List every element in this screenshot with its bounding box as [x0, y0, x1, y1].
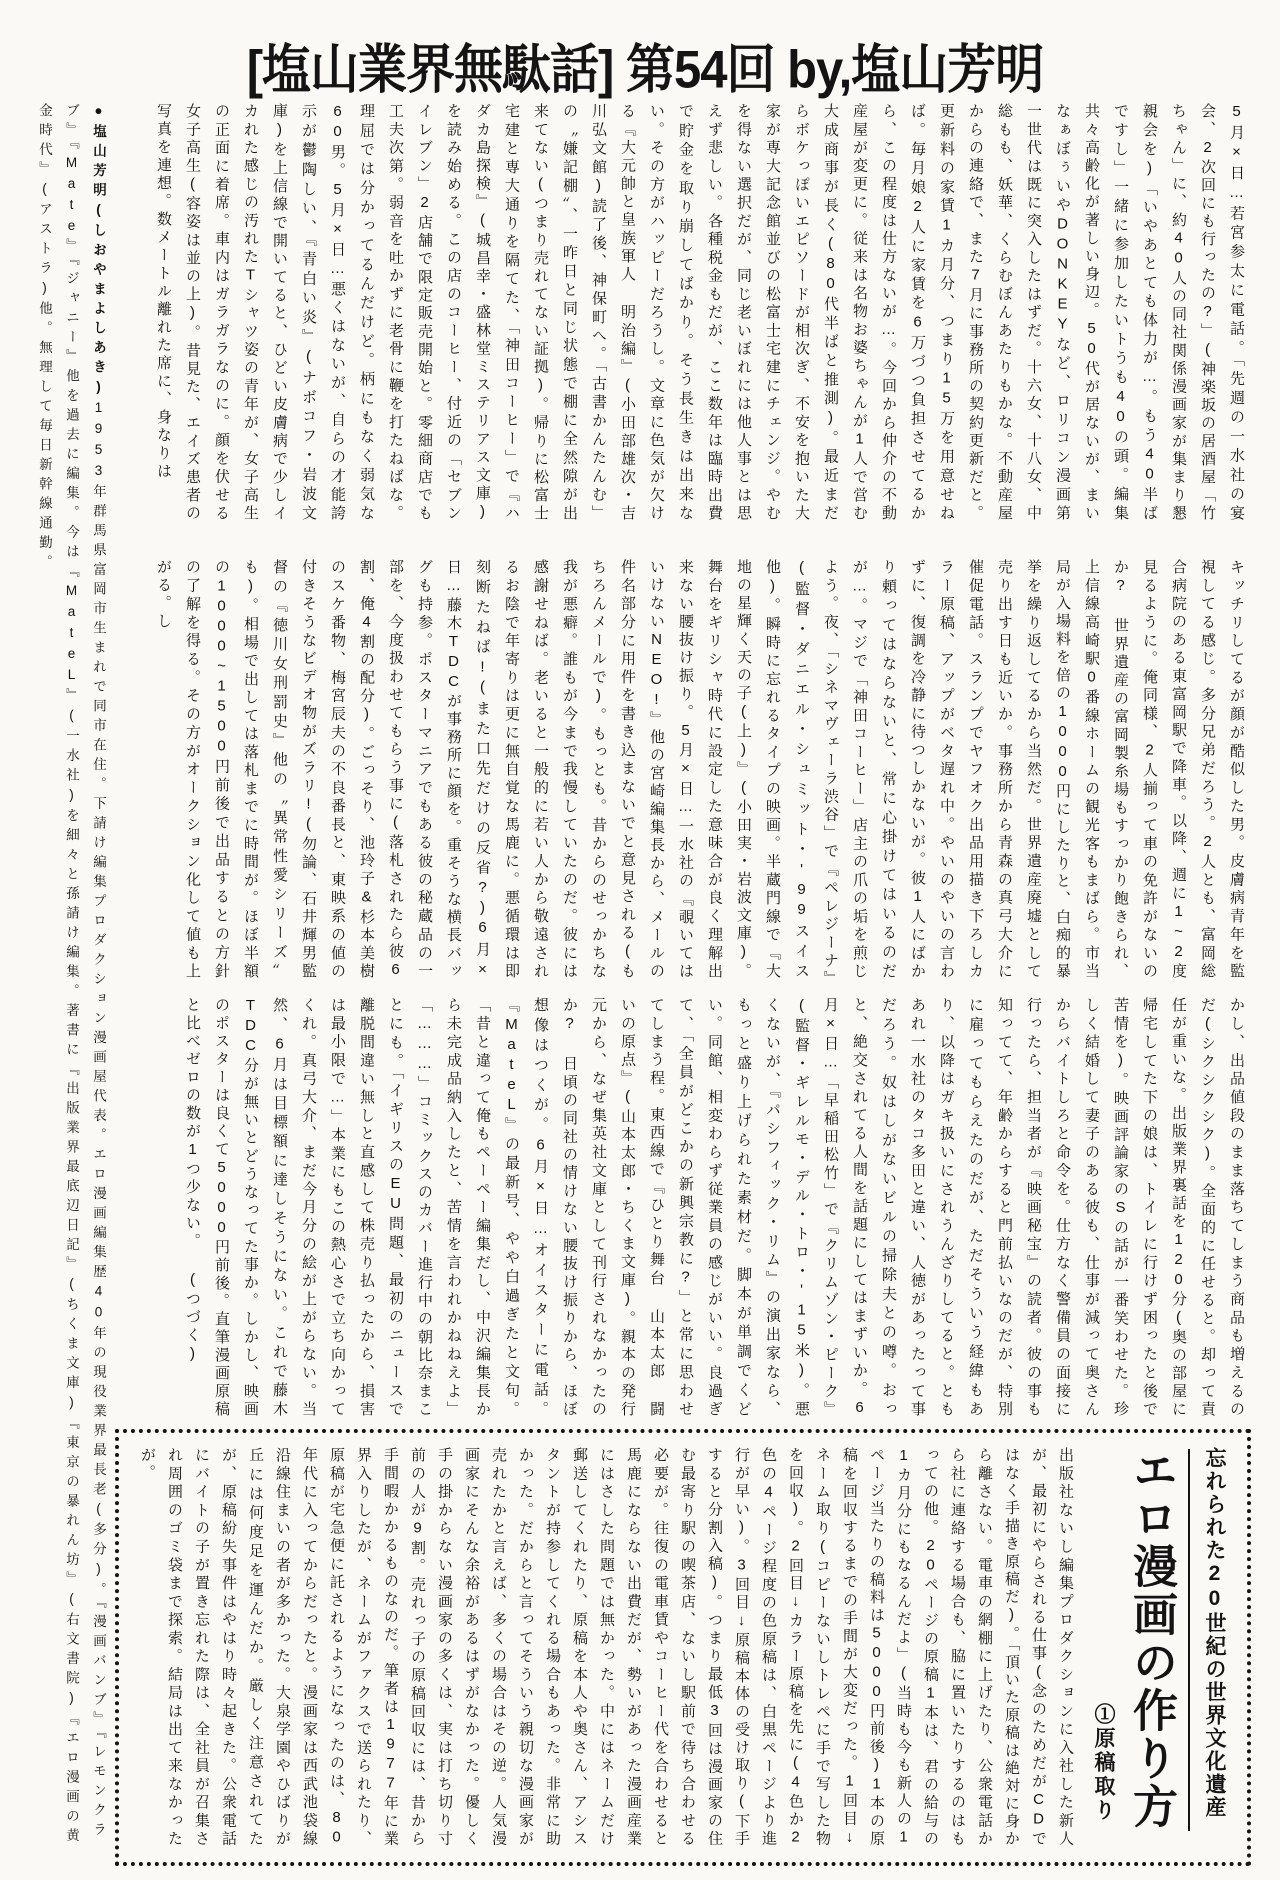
author-bio: [37, 103, 112, 1860]
page-title: [塩山業界無駄話] 第54回 by,塩山芳明: [246, 40, 1044, 100]
feature-box-inner: [137, 1447, 1229, 1848]
feature-box: [115, 1429, 1251, 1866]
feature-box-divider: [1188, 1449, 1190, 1831]
column-band-1: 5月×日…若宮参太に電話。「先週の一水社の宴会、2次回にも行ったの?」(神楽坂の居酒屋「竹ちゃん」に、約40人の同社関係漫画家が集まり懇親会を)「いやあとても体力が…。もう40半ばですし」一緒に参加したいトうも40の頭。編集共々高齢化が著しい身辺。50代が居ないが、まいなぁぼぅいやDONKEYなど、ロリコン漫画第一世代は既に突入したはずだ。十六女、十八女、中総もも、妖華、くらむぼんあたりもかな。不動産屋からの連絡で、また7月に事務所の契約更新だと。更新料の家賃1カ月分、つまり15万を用意せねば。毎月娘2人に家賃を6万づつ負担させてるから、この程度は仕方ないが…。今回から仲介の不動産屋が変更に。従来は名物お婆ちゃんが1人で営む大成商事が長く(80代半ばと推測)。最近まだらボケっぽいエピソードが相次ぎ、不安を抱いた大家が専大記念館並びの松富士宅建にチェンジ。やむを得ない選択だが、同じ老いぼれには他人事とは思えず悲しい。各種税金もだが、ここ数年は臨時出費で貯金を取り崩してばかり。そう長生きは出来ない。その方がハッピーだろうし。文章に色気が欠ける『大元帥と皇族軍人 明治編』(小田部雄次・吉川弘文館)読了後、神保町へ。「古書かんたんむ」の〝嫌記棚〟、一昨日と同じ状態で棚に全然隙が出来てない(つまり売れてない証拠)。帰りに松富士宅建と専大通りを隔てた、「神田コーヒー」で『ハダカ島探検』(城昌幸・盛林堂ミステリアス文庫)を読み始める。この店のコーヒー、付近の「セブンイレブン」2店舗で限定販売開始と。零細商店でも工夫次第。弱音を吐かずに老骨に鞭を打たねばな。理屈では分かってるんだけど。柄にもなく弱気な60男。5月×日…悪くはないが、自らの才能誇示が鬱陶しい、『青白い炎』(ナボコフ・岩波文庫)を上信線で開いてると、ひどい皮膚病で少しイカれた感じの汚れたTシャツ姿の青年が、女子高生の正面に着席。車内はガラガラなのに。顔を伏せる女子高生(容姿は並の上)。昔見た、エイズ患者の写真を連想。数メートル離れた席に、身なりは: [155, 103, 1245, 524]
article-body: [115, 103, 1251, 1866]
feature-box-title: エロ漫画の作り方: [1126, 1447, 1177, 1831]
feature-box-body: 出版社ないし編集プロダクションに入社した新人が、最初にやらされる仕事(念のためだがCDではなく手描き原稿だ)。「頂いた原稿は絶対に身から離さない。電車の網棚に上げたり、公衆電話から社に連絡する場合も、脇に置いたりするのはもっての他。20ページの原稿1本は、君の給与の1カ月分にもなるんだよ」(当時も今も新人の1ページ当たりの稿料は5000円前後)1本の原稿を回収するまでの手間が大変だった。1回目↓ネーム取り(コピーないしトレペに手で写した物を回収)。2回目↓カラー原稿を先に(4色か2色の4ページ程度の色原稿は、白黒ページより進行が早い)。3回目↓原稿本体の受け取り(下手すると分割入稿)。つまり最低3回は漫画家の住む最寄り駅の喫茶店、ないし駅前で待ち合わせる必要が。往復の電車賃やコーヒー代を合わせると馬鹿にならない出費だが、勢いがあった漫画産業にはさした問題では無かった。中にはネームだけ郵送してくれたり、原稿を本人や奥さん、アシスタントが持参してくれる場合もあった。非常に助かった。だからと言ってそういう親切な漫画家が売れたかと言えば、多くの場合はその逆。人気漫画家にそんな余裕があるはずがなかった。優しく手の掛からない漫画家の多くは、実は打ち切り寸前の人が9割。売れっ子の原稿回収には、昔から手間暇かかるものなのだ。筆者は1977年に業界入りしたが、ネームがファクスで送られたり、原稿が宅急便に託されるようになったのは、80年代に入ってからだったと。漫画家は西武池袋線沿線住まいの者が多かった。大泉学園やひばりが丘には何度足を運んだか。厳しく注意されてたが、原稿紛失事件はやはり時々起きた。公衆電話にバイトの子が置き忘れた際は、全社員が召集され周囲のゴミ袋まで探索。結局は出て来なかったが。: [139, 1447, 1074, 1849]
feature-box-kicker: 忘れられた20世紀の世界文化遺産: [1203, 1447, 1226, 1819]
feature-box-subtitle: ①原稿取り: [1092, 1703, 1115, 1823]
author-bio-text: 1953年群馬県富岡市生まれで同市在住。下請け編集プロダクション漫画屋代表。エロ漫画編集歴40年の現役業界最長老(多分)。『漫画バンブ』『レモンクラブ』『Mate』『ジャニー』他を過去に編集。今は『MateL』(一水社)を細々と孫請け編集。著書に『出版業界最底辺日記』(ちくま文庫)『東京の暴れん坊』(右文書院)『エロ漫画の黄金時代』(アストラ)他。無理して毎日新幹線通勤。: [37, 103, 106, 1848]
author-bio-name: ●塩山芳明(しおやまよしあき): [91, 103, 106, 400]
column-band-2: キッチリしてるが顔が酷似した男。皮膚病青年を監視してる感じ。多分兄弟だろう。2人とも、富岡総合病院のある東富岡駅で降車。以降、週に1~2度見るように。俺同様、2人揃って車の免許がないのか? 世界遺産の富岡製糸場もすっかり飽きられ、上信線高崎駅0番線ホームの観光客もまばら。市当局が入場料を倍の1000円にしたりと、白痴的暴挙を繰り返してるから当然だ。世界遺産廃墟として売り出す日も近いか。事務所から青森の真弓大介に催促電話。スランプでヤフオク出品用描き下ろしカラー原稿、アップがベタ遅れ中。やいのやいの言わずに、復調を冷静に待つしかないが。彼1人にばかり頼ってはならないと、常に心掛けてはいるのだが…。マジで「神田コーヒー」店主の爪の垢を煎じよう。夜、「シネマヴェーラ渋谷」で『ペレジーナ』(監督・ダニエル・シュミット・'99スイス他)。瞬時に忘れるタイプの映画。半蔵門線で『大地の星輝く天の子(上)』(小田実・岩波文庫)。舞台をギリシャ時代に設定した意味合が良く理解出来ない腰抜け振り。5月×日…一水社の『覗いてはいけないNEO!』他の宮崎編集長から、メールの件名部分に用件を書き込まないでと意見される(もちろんメールで)。もっとも。昔からのせっかちな我が悪癖。誰もが今まで我慢していたのだ。彼には感謝せねば。老いると一般的に若い人から敬遠されるお陰で年寄りは更に無自覚な馬鹿に。悪循環は即刻断たねば!(また口先だけの反省?)6月×日…藤木TDCが事務所に顔を。重そうな横長バッグも持参。ポスターマニアでもある彼の秘蔵品の一部を、今度扱わせてもらう事に(落札されたら彼6割、俺4割の配分)。ごっそり、池玲子&杉本美樹のスケ番物、梅宮辰夫の不良番長と、東映系の値の付きそうなビデオ物がズラリ!(勿論、石井輝男監督の『徳川女刑罰史』他の〝異常性愛シリーズ〟も)。相場で出しては落札までに時間が。ほぼ半額の1000~1500円前後で出品するとの方針の了解を得る。その方がオークション化して値も上がる。し: [155, 559, 1245, 982]
column-band-3: かし、出品値段のまま落ちてしまう商品も増えるのだ(シクシクシク)。全面的に任せると。却って責任が重いな。出版業界裏話を120分(奥の部屋に帰宅してた下の娘は、トイレに行けず困ったと後で苦情を)。映画評論家のSの話が一番笑わせた。珍しく結婚して妻子のある彼も、仕事が減って奥さんからバイトしろと命令を。仕方なく警備員の面接に行ったら、担当者が『映画秘宝』の読者。彼の事も知ってて、年齢からすると門前払いなのだが、特別に雇ってもらえたのだが、ただそういう経緯もあり、以降はガキ扱いにされうんざりしてると。ともあれ一水社のタコ多田と違い、人徳があったって事だろう。奴はしがないビルの掃除夫との噂。おっと、絶交されてる人間を話題にしてはまずいか。6月×日…「早稲田松竹」で『クリムゾン・ピーク』(監督・ギレルモ・デル・トロ・'15米)。悪くないが、『パシフィック・リム』の演出家なら、もっと盛り上げられた素材だ。脚本が単調でくどい。同館、相変わらず従業員の感じがいい。良過ぎて、「全員がどこかの新興宗教に?」と常に思わせてしまう程。東西線で『ひとり舞台 山本太郎 闘いの原点』(山本太郎・ちくま文庫)。親本の発行元から、なぜ集英社文庫として刊行されなかったのか? 日頃の同社の情けない腰抜け振りから、ほぼ想像はつくが。6月×日…オイスターに電話。『MateL』の最新号、やや白過ぎたと文句。「昔と違って俺もペーペー編集だし、中沢編集長から未完成品納入したと、苦情を言われかねねえよ」「………」コミックスのカバー進行中の朝比奈まことにも。「イギリスのEU問題、最初のニュースで離脱間違い無しと直感して株売り払ったから、損害は最小限で…」本業にもこの熱心さで立ち向かってくれ。真弓大介、まだ今月分の絵が上がらない。当然、6月は目標額に達しそうにない。これで藤木TDC分が無いとどうなってた事か。しかし、映画のポスターは良くて5000円前後。直筆漫画原稿と比べゼロの数が1つ少ない。 (つづく): [184, 997, 1245, 1419]
